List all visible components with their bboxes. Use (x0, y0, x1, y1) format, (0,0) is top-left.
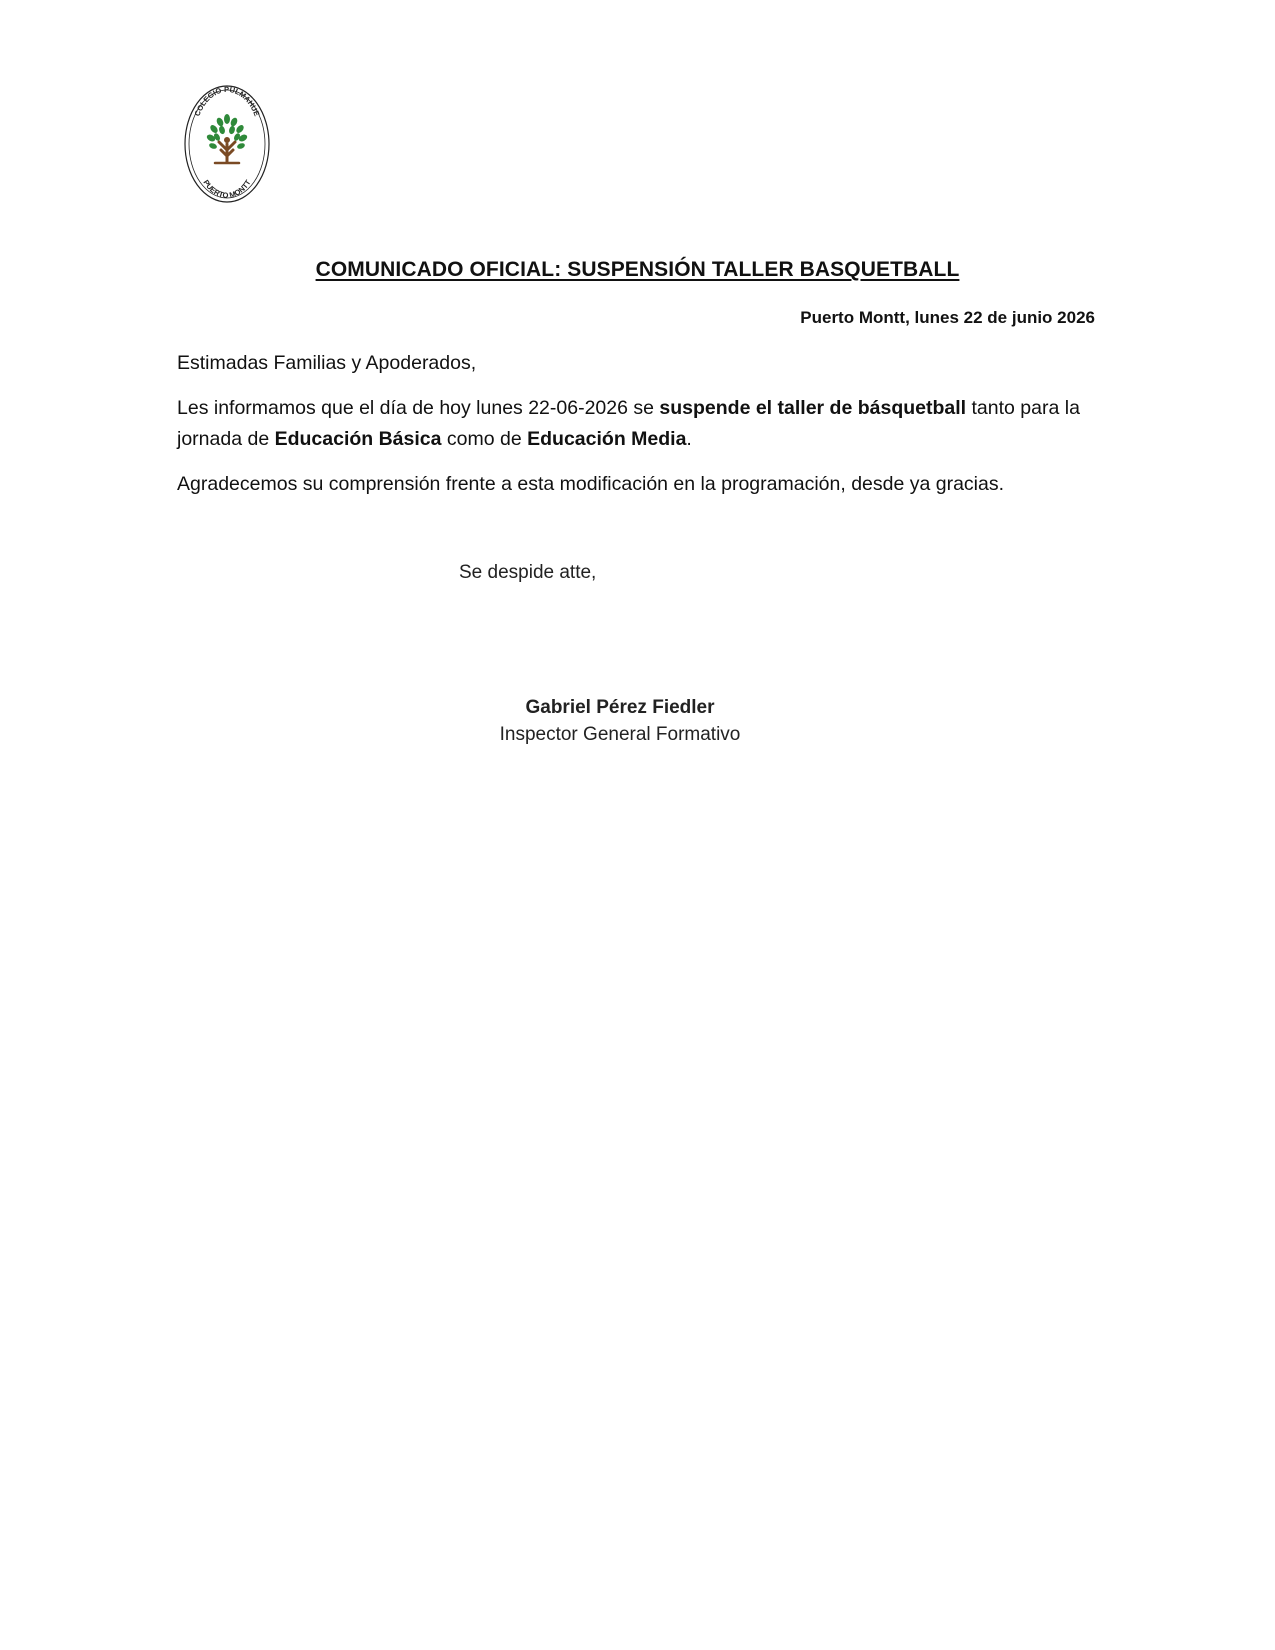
closing-line: Se despide atte, (459, 562, 597, 583)
paragraph-text: . (686, 428, 692, 450)
signature-role: Inspector General Formativo (499, 724, 741, 745)
svg-text:PUERTO MONTT: PUERTO MONTT (201, 178, 253, 200)
paragraph-text: tanto para la jornada de (177, 397, 1080, 450)
signature-name: Gabriel Pérez Fiedler (525, 697, 715, 718)
greeting: Estimadas Familias y Apoderados, (177, 352, 477, 374)
paragraph-emphasis: suspende el taller de básquetball (659, 397, 967, 419)
paragraph-emphasis: Educación Básica (274, 428, 442, 450)
school-logo (182, 84, 272, 206)
tree-logo-icon (182, 84, 272, 206)
svg-text:COLEGIO PULMAHUE: COLEGIO PULMAHUE (192, 84, 262, 118)
document-date: Puerto Montt, lunes 22 de junio 2026 (800, 308, 1095, 327)
paragraph-emphasis: Educación Media (527, 428, 687, 450)
paragraph-thanks: Agradecemos su comprensión frente a esta modificación en la programación, desde ya gracias. (177, 473, 1005, 495)
paragraph-announcement (177, 393, 1107, 455)
paragraph-text: Les informamos que el día de hoy lunes 22-06-2026 se (177, 397, 660, 419)
paragraph-text: como de (441, 428, 528, 450)
document-title: COMUNICADO OFICIAL: SUSPENSIÓN TALLER BASQUETBALL (315, 258, 960, 281)
